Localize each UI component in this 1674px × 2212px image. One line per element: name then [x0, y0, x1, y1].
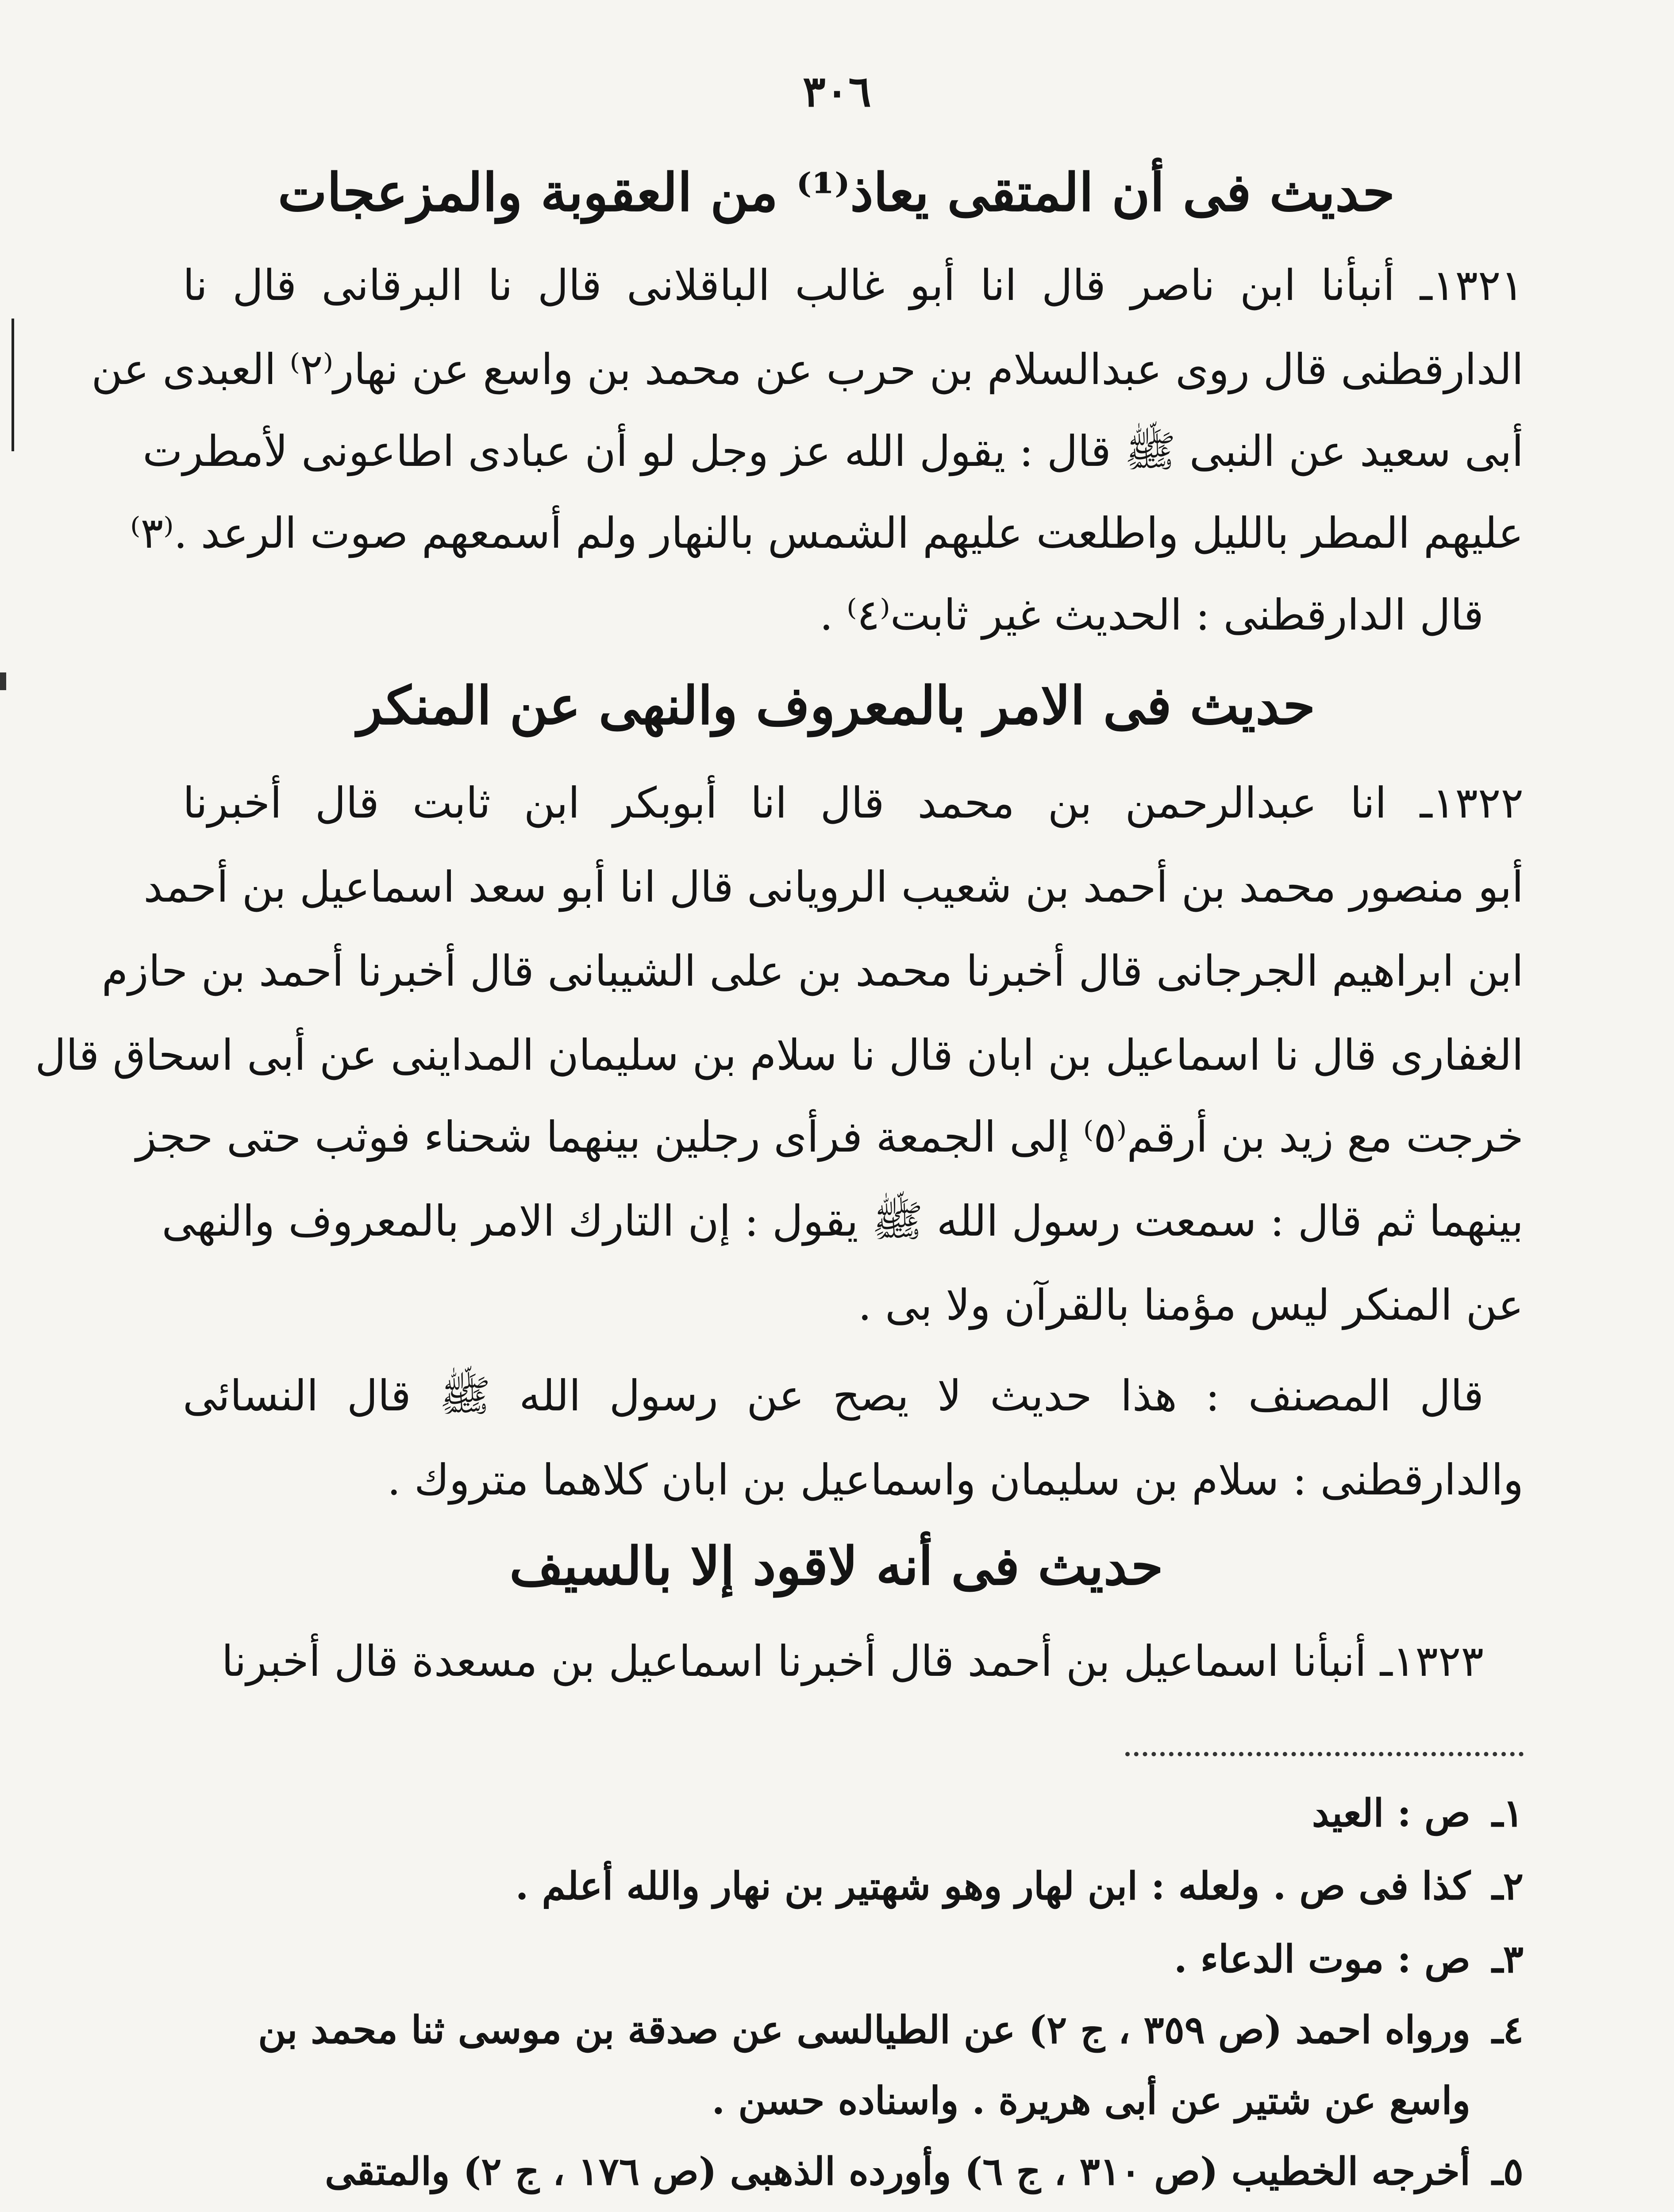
- text-line: ١٣٢١ـ أنبأنا ابن ناصر قال انا أبو غالب الباقلانى قال نا البرقانى قال نا: [183, 261, 1524, 310]
- text-line: ١٣٢٢ـ انا عبدالرحمن بن محمد قال انا أبوبكر ابن ثابت قال أخبرنا: [183, 778, 1524, 828]
- footnote-number: ٥ـ: [1492, 2149, 1524, 2194]
- footnote-text: واسع عن شتير عن أبى هريرة . واسناده حسن .: [712, 2078, 1470, 2123]
- footnote-number: ٤ـ: [1492, 2008, 1524, 2052]
- text-line: ١٣٢٣ـ أنبأنا اسماعيل بن أحمد قال أخبرنا اسماعيل بن مسعدة قال أخبرنا: [221, 1636, 1484, 1686]
- footnote-separator: [1125, 1752, 1524, 1756]
- text-line: أبى سعيد عن النبى ﷺ قال : يقول الله عز وجل لو أن عبادى اطاعونى لأمطرت: [142, 426, 1524, 476]
- text-line: قال المصنف : هذا حديث لا يصح عن رسول الله ﷺ قال النسائى: [183, 1371, 1484, 1421]
- text-line: عن المنكر ليس مؤمنا بالقرآن ولا بى .: [858, 1280, 1524, 1330]
- footnote: [183, 1938, 1524, 1982]
- footnote-text: أخرجه الخطيب (ص ٣١٠ ، ج ٦) وأورده الذهبى (ص ١٧٦ ، ج ٢) والمتقى: [325, 2149, 1470, 2194]
- text-line: خرجت مع زيد بن أرقم⁽٥⁾ إلى الجمعة فرأى رجلين بينهما شحناء فوثب حتى حجز: [136, 1112, 1524, 1162]
- section-heading: حديث فى أن المتقى يعاذ⁽¹⁾ من العقوبة والمزعجات: [277, 161, 1395, 223]
- text-line: والدارقطنى : سلام بن سليمان واسماعيل بن ابان كلاهما متروك .: [387, 1455, 1524, 1505]
- text-line: الدارقطنى قال روى عبدالسلام بن حرب عن محمد بن واسع عن نهار⁽٢⁾ العبدى عن: [91, 345, 1524, 394]
- footnote: [183, 1792, 1524, 1836]
- text-line: ابن ابراهيم الجرجانى قال أخبرنا محمد بن على الشيبانى قال أخبرنا أحمد بن حازم: [101, 946, 1524, 996]
- text-line: الغفارى قال نا اسماعيل بن ابان قال نا سلام بن سليمان المداينى عن أبى اسحاق قال: [35, 1030, 1524, 1080]
- footnote-number: ٣ـ: [1492, 1937, 1524, 1982]
- footnote-text: ورواه احمد (ص ٣٥٩ ، ج ٢) عن الطيالسى عن صدقة بن موسى ثنا محمد بن: [258, 2008, 1470, 2052]
- margin-bracket: [0, 319, 14, 451]
- text-line: بينهما ثم قال : سمعت رسول الله ﷺ يقول : إن التارك الامر بالمعروف والنهى: [162, 1196, 1524, 1246]
- text-line: قال الدارقطنى : الحديث غير ثابت⁽٤⁾ .: [820, 590, 1484, 640]
- margin-mark: [0, 672, 6, 690]
- text-line: عليهم المطر بالليل واطلعت عليهم الشمس بالنهار ولم أسمعهم صوت الرعد .⁽٣⁾: [130, 508, 1524, 558]
- section-heading: حديث فى الامر بالمعروف والنهى عن المنكر: [357, 675, 1316, 736]
- footnote-continuation: [130, 2079, 1470, 2123]
- footnote-text: ص : العيد: [1312, 1791, 1470, 1836]
- section-heading: حديث فى أنه لاقود إلا بالسيف: [509, 1535, 1163, 1597]
- footnote-text: ص : موت الدعاء .: [1174, 1937, 1470, 1982]
- footnote-number: ٢ـ: [1492, 1864, 1524, 1909]
- footnote: [183, 2150, 1524, 2194]
- footnote-number: ١ـ: [1492, 1791, 1524, 1836]
- footnote: [183, 1865, 1524, 1909]
- text-line: أبو منصور محمد بن أحمد بن شعيب الرويانى قال انا أبو سعد اسماعيل بن أحمد: [143, 862, 1524, 912]
- page-number: ٣٠٦: [803, 66, 871, 116]
- footnote: [183, 2008, 1524, 2052]
- footnote-text: كذا فى ص . ولعله : ابن لهار وهو شهتير بن نهار والله أعلم .: [515, 1864, 1470, 1909]
